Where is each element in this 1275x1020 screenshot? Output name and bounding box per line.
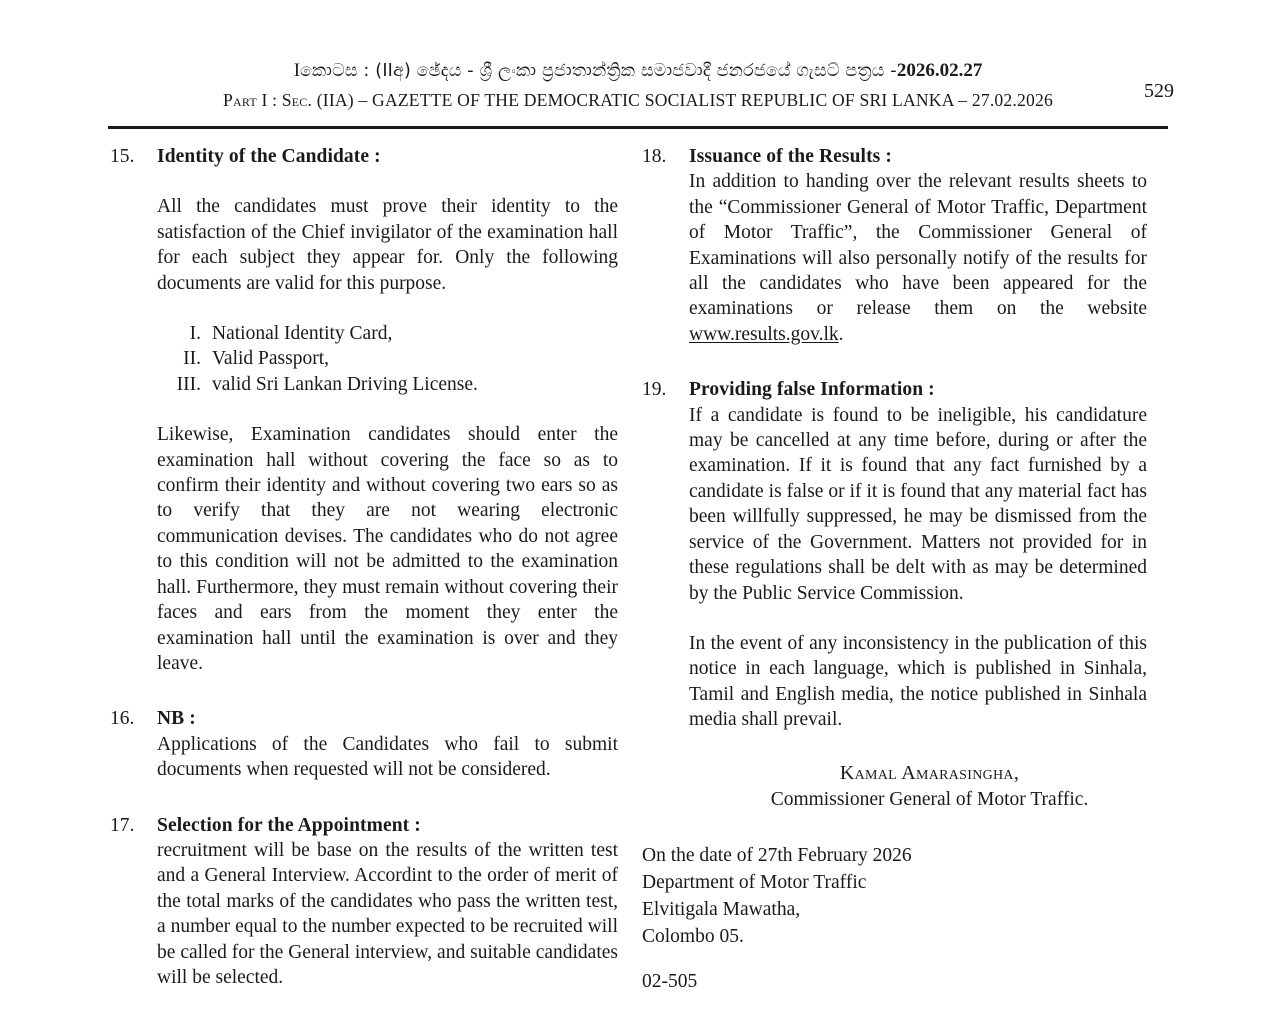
spacer [689, 606, 1147, 631]
left-column [110, 144, 618, 990]
item-17-paragraph: recruitment will be base on the results of the written test and a General Interview. Accordint to the order of merit of the total marks of the candidates who pass the written test, a number equal to the number expected to be recruited will be called for the General interview, and suitable candidates will be selected. [157, 839, 618, 988]
list-item-marker: I. [189, 323, 201, 345]
item-18-paragraph [689, 169, 1147, 347]
item-18-number: 18. [642, 146, 667, 167]
list-item [157, 372, 618, 397]
item-16-number: 16. [110, 708, 135, 730]
section-item-19 [642, 377, 1147, 732]
item-15-paragraph-1: All the candidates must prove their identity to the satisfaction of the Chief invigilator of the examination hall for each subject they appear for. Only the following documents are valid for this purpose. [157, 196, 618, 294]
list-item [157, 346, 618, 371]
header-date-sinhala: 2026.02.27 [896, 60, 983, 81]
address-street-line: Elvitigala Mawatha, [642, 899, 801, 921]
address-block [642, 842, 1147, 950]
section-item-17 [110, 813, 618, 991]
item-16-paragraph: Applications of the Candidates who fail to submit documents when requested will not be considered. [157, 733, 618, 781]
item-15-number: 15. [110, 146, 135, 167]
header-english-line [108, 89, 1168, 113]
spacer [642, 347, 1147, 377]
spacer [110, 783, 618, 813]
page-header [108, 58, 1174, 113]
address-department-line: Department of Motor Traffic [642, 872, 867, 894]
right-column [642, 144, 1147, 995]
header-divider-rule [108, 126, 1168, 129]
spacer [110, 169, 618, 194]
spacer [110, 397, 618, 422]
list-item-label: National Identity Card, [212, 323, 393, 345]
item-17-number: 17. [110, 814, 135, 836]
item-19-paragraph-1: If a candidate is found to be ineligible, his candidature may be cancelled at any time before, during or after the examination. If it is found that any fact furnished by a candidate is false or if it is found that any material fact has been willfully suppressed, he may be dismissed from the service of the Government. Matters not provided for in these regulations shall be delt with as may be determined by the Public Service Commission. [689, 404, 1147, 604]
header-sinhala-text: කොටස : (IIඅ) ඡේදය - ශ්‍රී ලංකා ප්‍රජාතාන්ත්‍රික සමාජවාදී ජනරජයේ ගැසට් පත්‍රය - [300, 61, 897, 81]
section-item-15 [110, 144, 618, 169]
address-city-line: Colombo 05. [642, 926, 744, 948]
results-website-link[interactable]: www.results.gov.lk [689, 323, 839, 345]
signatory-title: Commissioner General of Motor Traffic. [770, 788, 1089, 810]
list-item-marker: III. [176, 373, 201, 395]
signatory-name: Kamal Amarasingha, [839, 761, 1020, 784]
list-item-label: Valid Passport, [212, 348, 329, 370]
item-18-title: Issuance of the Results : [689, 146, 892, 167]
item-15-paragraph-2: Likewise, Examination candidates should enter the examination hall without covering the face so as to confirm their identity and without covering two ears so as to verify that they are not wearing electronic communication devises. The candidates who do not agree to this condition will not be admitted to the examination hall. Furthermore, they must remain without covering their faces and ears from the moment they enter the examination hall until the examination is over and they leave. [157, 424, 618, 674]
section-item-18 [642, 144, 1147, 347]
item-15-title: Identity of the Candidate : [157, 146, 381, 167]
spacer [110, 296, 618, 321]
address-date-line: On the date of 27th February 2026 [642, 845, 912, 867]
reference-code: 02-505 [642, 971, 698, 993]
list-item-marker: II. [183, 348, 201, 370]
page-number: 529 [1144, 80, 1174, 102]
spacer [110, 676, 618, 706]
item-19-number: 19. [642, 379, 667, 401]
item-18-paragraph-text: In addition to handing over the relevant results sheets to the “Commissioner General of Motor Traffic, Department of Motor Traffic”, the Commissioner General of Examinations will also personally notify of the results for all the candidates who have been appeared for the examinations or release them on the website [689, 171, 1147, 320]
header-english-text: Part I : Sec. (IIA) – GAZETTE OF THE DEMOCRATIC SOCIALIST REPUBLIC OF SRI LANKA – 27.02.2026 [222, 90, 1054, 110]
section-item-16 [110, 706, 618, 782]
item-17-title: Selection for the Appointment : [157, 814, 421, 836]
header-part-roman: I [293, 60, 301, 81]
item-19-paragraph-2: In the event of any inconsistency in the publication of this notice in each language, which is published in Sinhala, Tamil and English media, the notice published in Sinhala media shall prevail. [689, 632, 1147, 731]
list-item [157, 321, 618, 346]
identity-documents-list [157, 321, 618, 397]
signature-block [642, 761, 1147, 813]
item-16-title: NB : [157, 708, 196, 730]
list-item-label: valid Sri Lankan Driving License. [212, 373, 478, 395]
item-19-title: Providing false Information : [689, 379, 935, 401]
item-18-paragraph-tail: . [838, 323, 844, 345]
